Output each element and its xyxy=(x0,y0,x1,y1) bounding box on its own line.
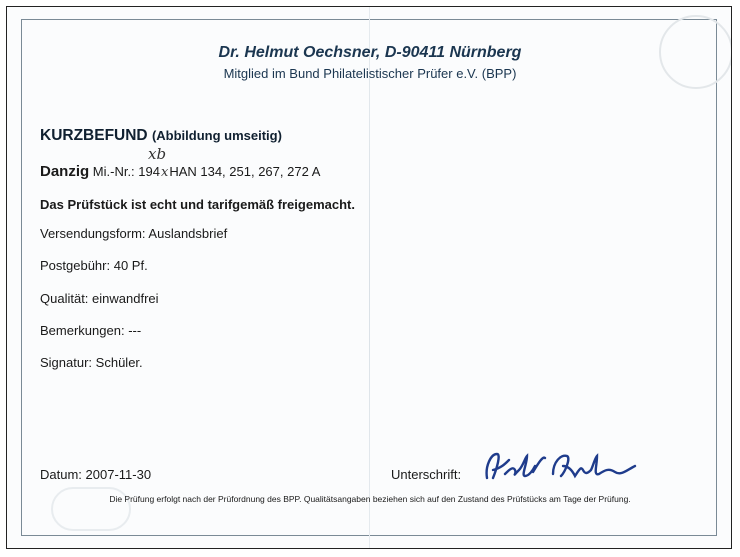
field-value: --- xyxy=(128,323,142,338)
footer-disclaimer: Die Prüfung erfolgt nach der Prüfordnung des BPP. Qualitätsangaben beziehen sich auf den Zustand des Prüfstücks am Tage der Prüfung. xyxy=(109,494,631,504)
item-line xyxy=(40,163,320,180)
field-value: einwandfrei xyxy=(92,291,159,306)
membership-line: Mitglied im Bund Philatelistischer Prüfer e.V. (BPP) xyxy=(223,66,517,81)
field-label: Bemerkungen: xyxy=(40,323,125,338)
field-qualitaet xyxy=(40,291,159,306)
field-value: Auslandsbrief xyxy=(148,226,228,241)
field-value: Schüler. xyxy=(95,355,143,370)
title-main: KURZBEFUND xyxy=(40,127,148,144)
date-label: Datum: xyxy=(40,467,82,482)
field-value: 40 Pf. xyxy=(113,258,148,273)
handwritten-signature xyxy=(475,448,639,490)
examiner-name: Dr. Helmut Oechsner, D-90411 Nürnberg xyxy=(218,44,522,61)
field-label: Signatur: xyxy=(40,355,93,370)
document-title xyxy=(40,127,282,145)
date-value: 2007-11-30 xyxy=(85,467,152,482)
field-label: Versendungsform: xyxy=(40,226,146,241)
field-label: Qualität: xyxy=(40,291,89,306)
field-postgebuehr xyxy=(40,258,148,273)
field-bemerkungen xyxy=(40,323,141,338)
field-label: Postgebühr: xyxy=(40,258,111,273)
item-mark: x xyxy=(160,165,169,180)
title-sub: (Abbildung umseitig) xyxy=(151,128,282,143)
item-country: Danzig xyxy=(40,163,90,180)
verdict-line: Das Prüfstück ist echt und tarifgemäß freigemacht. xyxy=(40,197,355,212)
item-numbers: HAN 134, 251, 267, 272 A xyxy=(169,164,321,179)
fold-line xyxy=(369,7,370,548)
signature-label: Unterschrift: xyxy=(391,467,462,482)
field-versendungsform xyxy=(40,226,227,241)
certificate-sheet xyxy=(6,6,732,549)
date-line xyxy=(40,467,151,482)
field-signatur xyxy=(40,355,143,370)
handwritten-note: xb xyxy=(148,145,167,163)
item-prefix: Mi.-Nr.: 194 xyxy=(89,164,160,179)
